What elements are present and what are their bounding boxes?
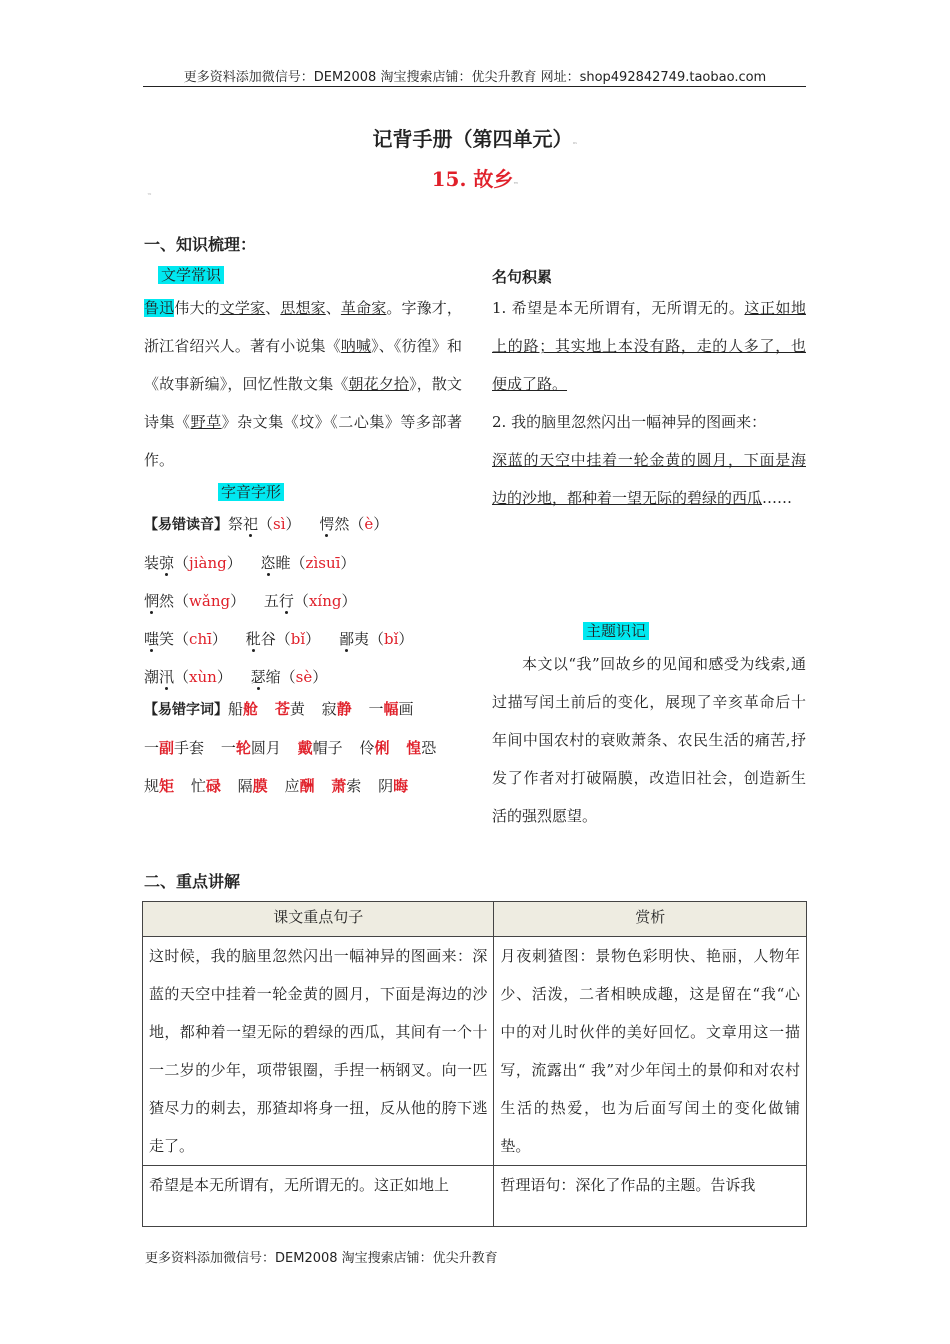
pron-paren: （ <box>368 630 384 648</box>
literature-paragraph <box>144 289 462 479</box>
pron-paren: （ <box>293 592 309 610</box>
sentence-cell: 希望是本无所谓有，无所谓无的。这正如地上 <box>143 1166 494 1227</box>
char-target: 酬 <box>299 777 315 795</box>
char-plain: 应 <box>284 777 300 795</box>
pron-paren: ） <box>312 668 328 686</box>
pronunciation-title: 【易错读音】 <box>144 517 228 533</box>
char-plain: 一 <box>220 739 236 757</box>
char-target: 戴 <box>297 739 313 757</box>
literature-label-text: 文学常识 <box>158 266 224 284</box>
char-target: 俐 <box>374 739 390 757</box>
table-header-analysis: 赏析 <box>494 902 807 937</box>
pronunciation-item <box>144 630 227 648</box>
tiny-mark: ™ <box>572 142 578 148</box>
character-item <box>191 777 221 795</box>
lit-nahan: 呐喊 <box>340 337 372 355</box>
pron-pinyin: zìsuī <box>305 554 341 572</box>
char-target: 碌 <box>205 777 221 795</box>
char-plain: 隔 <box>237 777 253 795</box>
pron-char: 五 <box>263 592 279 610</box>
character-item <box>406 739 436 757</box>
pron-paren: ） <box>340 554 356 572</box>
pron-pinyin: bǐ <box>290 630 306 648</box>
character-item <box>144 777 174 795</box>
theme-paragraph: 本文以“我”回故乡的见闻和感受为线索,通过描写闰土前后的变化，展现了辛亥革命后十年间中国农村的衰败萧条、农民生活的痛苦,抒发了作者对打破隔膜，改造旧社会，创造新生活的强烈愿望。 <box>492 655 806 825</box>
character-item <box>368 700 413 718</box>
character-item <box>378 777 408 795</box>
lit-text: 伟大的 <box>174 299 220 317</box>
analysis-cell: 哲理语句：深化了作品的主题。告诉我 <box>494 1166 807 1227</box>
character-item <box>331 777 361 795</box>
pron-paren: ） <box>211 630 227 648</box>
section-heading-1: 一、知识梳理： <box>144 235 257 254</box>
pron-paren: ） <box>341 592 357 610</box>
pron-char: 谷 <box>260 630 276 648</box>
pron-paren: ） <box>226 554 242 572</box>
literature-label <box>158 264 224 285</box>
pron-pinyin: xíng <box>308 592 342 610</box>
page-title-text: 记背手册（第四单元） <box>372 127 573 151</box>
pron-paren: （ <box>280 668 296 686</box>
tiny-mark: ™ <box>513 182 519 188</box>
pron-pinyin: sì <box>273 515 286 533</box>
quote-2-underlined: 深蓝的天空中挂着一轮金黄的圆月，下面是海边的沙地，都种着一望无际的碧绿的西瓜 <box>492 451 806 507</box>
pron-pinyin: xùn <box>189 668 217 686</box>
pron-char: 缩 <box>265 668 281 686</box>
page-title <box>0 123 950 152</box>
pron-target-char: 瑟 <box>250 668 266 686</box>
table-row <box>143 1166 807 1227</box>
char-plain: 圆月 <box>250 739 281 757</box>
lit-text: 》，散文诗集《 <box>144 375 462 431</box>
pronunciation-list <box>144 505 466 696</box>
char-target: 膜 <box>252 777 268 795</box>
characters-list <box>144 690 466 805</box>
char-plain: 寂 <box>321 700 337 718</box>
pron-target-char: 愕 <box>319 515 335 533</box>
lit-text: 》杂文集《坟》《二心集》等多部著作。 <box>144 413 462 469</box>
char-plain: 船 <box>228 700 244 718</box>
char-plain: 画 <box>398 700 414 718</box>
quote-1-start: 1. 希望是本无所谓有，无所谓无的。 <box>492 299 745 317</box>
pron-target-char: 祀 <box>243 515 259 533</box>
character-item <box>221 739 281 757</box>
lit-text: 。字豫才，浙江省绍兴人。著有小说集《 <box>144 299 462 355</box>
char-target: 静 <box>336 700 352 718</box>
char-plain: 忙 <box>190 777 206 795</box>
section-heading-2: 二、重点讲解 <box>144 872 241 891</box>
pronunciation-item <box>228 515 301 533</box>
char-plain: 规 <box>144 777 160 795</box>
pron-target-char: 鄙 <box>338 630 354 648</box>
luxun-name: 鲁迅 <box>144 299 175 317</box>
pron-paren: （ <box>174 630 190 648</box>
lit-writer: 文学家 <box>219 299 266 317</box>
char-target: 幅 <box>383 700 399 718</box>
char-plain: 恐 <box>421 739 437 757</box>
pron-pinyin: è <box>364 515 374 533</box>
header-divider <box>143 86 806 87</box>
characters-title: 【易错字词】 <box>144 702 228 718</box>
character-item <box>298 739 343 757</box>
char-target: 舱 <box>243 700 259 718</box>
char-plain: 手套 <box>174 739 205 757</box>
pron-char: 装 <box>144 554 160 572</box>
table-row <box>143 937 807 1166</box>
pron-paren: （ <box>174 668 190 686</box>
pron-paren: （ <box>258 515 274 533</box>
lit-revolutionary: 革命家 <box>340 299 387 317</box>
pron-paren: （ <box>275 630 291 648</box>
pronunciation-item <box>144 592 245 610</box>
table-header-row <box>143 902 807 937</box>
quotes-paragraph <box>492 289 806 517</box>
character-item <box>238 777 268 795</box>
pronunciation-item <box>246 630 320 648</box>
quote-1-underlined: 这正如地上的路；其实地上本没有路，走的人多了，也便成了路。 <box>492 299 806 393</box>
pron-paren: （ <box>290 554 306 572</box>
sentence-cell: 这时候，我的脑里忽然闪出一幅神异的图画来：深蓝的天空中挂着一轮金黄的圆月，下面是海边的沙地，都种着一望无际的碧绿的西瓜，其间有一个十一二岁的少年，项带银圈，手捏一柄钢叉。向一匹猹尽力的刺去，那猹却将身一扭，反从他的胯下逃走了。 <box>143 937 494 1166</box>
pronunciation-label-text: 字音字形 <box>218 483 284 501</box>
pron-paren: ） <box>305 630 321 648</box>
char-plain: 索 <box>346 777 362 795</box>
pronunciation-item <box>251 668 328 686</box>
char-plain: 帽子 <box>312 739 343 757</box>
char-target: 苍 <box>274 700 290 718</box>
char-plain: 一 <box>368 700 384 718</box>
analysis-cell: 月夜刺猹图：景物色彩明快、艳丽，人物年少、活泼，二者相映成趣，这是留在“我“心中的对儿时伙伴的美好回忆。文章用这一描写，流露出“ 我”对少年闰土的景仰和对农村生活的热爱，也为后面写闰土的变化做铺垫。 <box>494 937 807 1166</box>
lit-yecao: 野草 <box>190 413 222 431</box>
char-plain: 一 <box>144 739 160 757</box>
pronunciation-item <box>339 630 413 648</box>
pron-paren: ） <box>216 668 232 686</box>
character-item <box>284 777 314 795</box>
key-sentences-table <box>142 901 807 1227</box>
page-footer: 更多资料添加微信号：DEM2008 淘宝搜索店铺：优尖升教育 <box>145 1251 498 1266</box>
pron-paren: （ <box>174 592 190 610</box>
lesson-title <box>0 163 950 192</box>
character-item <box>144 739 204 757</box>
char-target: 矩 <box>159 777 175 795</box>
pron-paren: （ <box>174 554 190 572</box>
pronunciation-item <box>319 515 388 533</box>
pron-char: 然 <box>334 515 350 533</box>
quote-2-start: 2. 我的脑里忽然闪出一幅神异的图画来： <box>492 413 767 431</box>
pron-char: 夷 <box>353 630 369 648</box>
pron-target-char: 嗤 <box>144 630 160 648</box>
char-target: 萧 <box>331 777 347 795</box>
theme-label <box>583 620 649 641</box>
char-target: 副 <box>159 739 175 757</box>
lit-text: 》、《彷徨》和《故事新编》，回忆性散文集《 <box>144 337 462 393</box>
pron-paren: ） <box>230 592 246 610</box>
char-target: 惶 <box>406 739 422 757</box>
lit-sep: 、 <box>325 299 341 317</box>
char-target: 轮 <box>235 739 251 757</box>
pron-paren: ） <box>285 515 301 533</box>
pron-char: 然 <box>159 592 175 610</box>
pron-pinyin: wǎng <box>189 592 231 610</box>
page-header: 更多资料添加微信号：DEM2008 淘宝搜索店铺：优尖升教育 网址：shop492842749.taobao.com <box>183 70 767 85</box>
pron-pinyin: sè <box>295 668 313 686</box>
pronunciation-item <box>264 592 357 610</box>
character-item <box>275 700 305 718</box>
pron-pinyin: jiàng <box>189 554 227 572</box>
pron-target-char: 行 <box>278 592 294 610</box>
pron-paren: ） <box>398 630 414 648</box>
quote-2-end: …… <box>762 489 793 507</box>
character-item <box>228 700 258 718</box>
pron-target-char: 秕 <box>245 630 261 648</box>
char-plain: 黄 <box>289 700 305 718</box>
pron-target-char: 弶 <box>159 554 175 572</box>
tiny-mark: ™ <box>147 193 152 199</box>
pron-target-char: 惘 <box>144 592 160 610</box>
table-header-sentence: 课文重点句子 <box>143 902 494 937</box>
lit-zhxs: 朝花夕拾 <box>348 375 410 393</box>
pron-char: 笑 <box>159 630 175 648</box>
theme-label-text: 主题识记 <box>583 622 649 640</box>
pron-char: 睢 <box>275 554 291 572</box>
lit-sep: 、 <box>265 299 281 317</box>
pronunciation-item <box>144 554 242 572</box>
pron-target-char: 汛 <box>159 668 175 686</box>
pronunciation-item <box>261 554 356 572</box>
character-item <box>359 739 389 757</box>
char-plain: 伶 <box>359 739 375 757</box>
pron-target-char: 恣 <box>260 554 276 572</box>
pron-paren: （ <box>349 515 365 533</box>
char-plain: 阴 <box>378 777 394 795</box>
quotes-label: 名句积累 <box>492 268 553 286</box>
pron-char: 潮 <box>144 668 160 686</box>
pron-pinyin: bǐ <box>384 630 399 648</box>
lit-thinker: 思想家 <box>280 299 326 317</box>
pron-pinyin: chī <box>189 630 212 648</box>
pronunciation-item <box>144 668 232 686</box>
pron-char: 祭 <box>228 515 244 533</box>
pron-paren: ） <box>373 515 389 533</box>
character-item <box>322 700 352 718</box>
lesson-title-text: 15. 故乡 <box>431 167 514 191</box>
char-target: 晦 <box>393 777 409 795</box>
pronunciation-label <box>218 481 284 502</box>
